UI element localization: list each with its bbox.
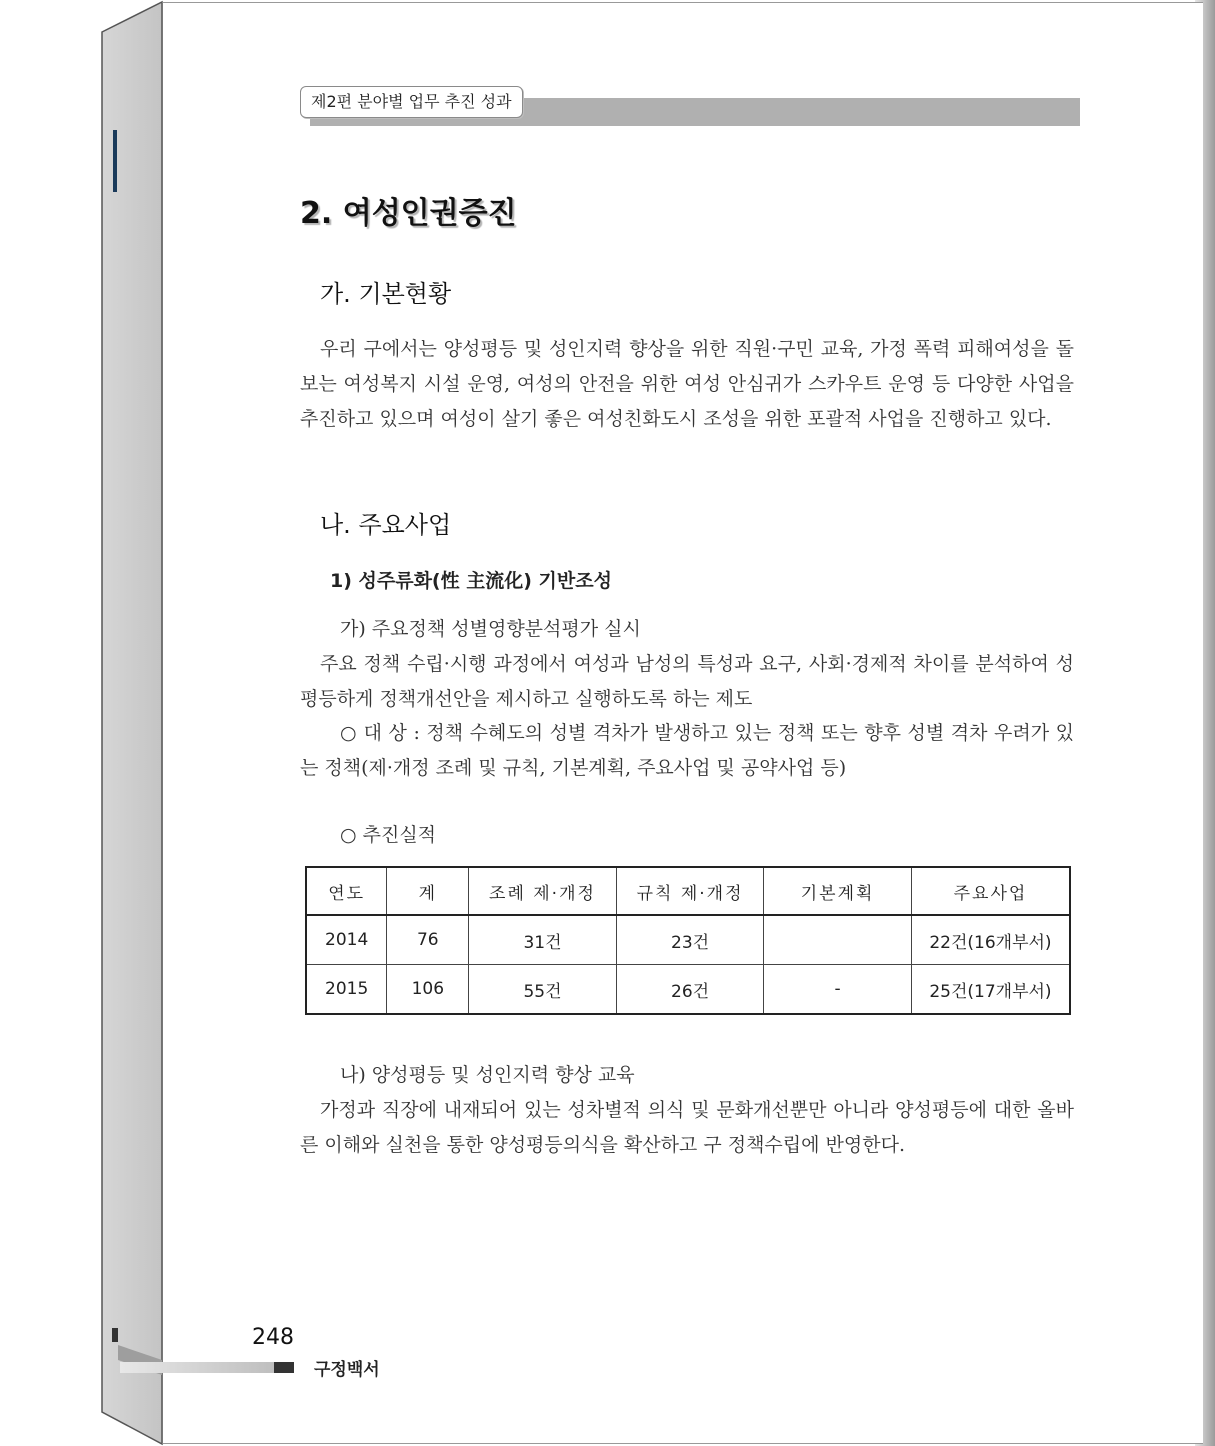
table-cell: 2015	[306, 965, 387, 1015]
item-ga-results-label: ○ 추진실적	[340, 824, 437, 846]
table-cell: 22건(16개부서)	[911, 915, 1070, 965]
table-cell: 106	[387, 965, 469, 1015]
header-total: 계	[387, 867, 469, 915]
header-main-projects: 주요사업	[911, 867, 1070, 915]
section-title: 2. 여성인권증진	[300, 196, 517, 231]
table-row	[306, 915, 1070, 965]
table-cell: 25건(17개부서)	[911, 965, 1070, 1015]
table-cell	[764, 915, 912, 965]
header-basic-plan: 기본계획	[764, 867, 912, 915]
table-cell: 26건	[616, 965, 764, 1015]
header-rules: 규칙 제·개정	[616, 867, 764, 915]
table-cell: -	[764, 965, 912, 1015]
footer-bar-accent	[274, 1362, 294, 1373]
item-ga-description: 주요 정책 수립·시행 과정에서 여성과 남성의 특성과 요구, 사회·경제적 차이를 분석하여 성평등하게 정책개선안을 제시하고 실행하도록 하는 제도	[300, 653, 1074, 710]
heading-basic-status: 가. 기본현황	[320, 280, 452, 308]
header-year: 연도	[306, 867, 387, 915]
item-na-title: 나) 양성평등 및 성인지력 향상 교육	[340, 1064, 635, 1086]
item-ga-title: 가) 주요정책 성별영향분석평가 실시	[340, 618, 641, 640]
item-na-description: 가정과 직장에 내재되어 있는 성차별적 의식 및 문화개선뿐만 아니라 양성평등에 대한 올바른 이해와 실천을 통한 양성평등의식을 확산하고 구 정책수립에 반영한다.	[300, 1099, 1074, 1156]
table-row	[306, 965, 1070, 1015]
book-title: 구정백서	[314, 1360, 380, 1380]
basic-status-paragraph: 우리 구에서는 양성평등 및 성인지력 향상을 위한 직원·구민 교육, 가정 폭력 피해여성을 돌보는 여성복지 시설 운영, 여성의 안전을 위한 여성 안심귀가 스카우트 운영 등 다양한 사업을 추진하고 있으며 여성이 살기 좋은 여성친화도시 조성을 위한 포괄적 사업을 진행하고 있다.	[300, 338, 1074, 430]
heading-main-projects: 나. 주요사업	[320, 511, 452, 539]
table-cell: 55건	[469, 965, 617, 1015]
header-ordinance: 조례 제·개정	[469, 867, 617, 915]
table-cell: 31건	[469, 915, 617, 965]
table-cell: 23건	[616, 915, 764, 965]
results-table	[305, 866, 1071, 1015]
book-spine	[0, 0, 170, 1446]
footer-bar	[120, 1362, 280, 1373]
item-ga-target: ○ 대 상 : 정책 수혜도의 성별 격차가 발생하고 있는 정책 또는 향후 성별 격차 우려가 있는 정책(제·개정 조례 및 규칙, 기본계획, 주요사업 및 공약사업 등)	[300, 722, 1074, 779]
chapter-tab: 제2편 분야별 업무 추진 성과	[300, 86, 523, 118]
subsection-title: 1) 성주류화(性 主流化) 기반조성	[330, 570, 612, 592]
table-header-row	[306, 867, 1070, 915]
page-number: 248	[252, 1325, 294, 1350]
table-cell: 76	[387, 915, 469, 965]
table-cell: 2014	[306, 915, 387, 965]
